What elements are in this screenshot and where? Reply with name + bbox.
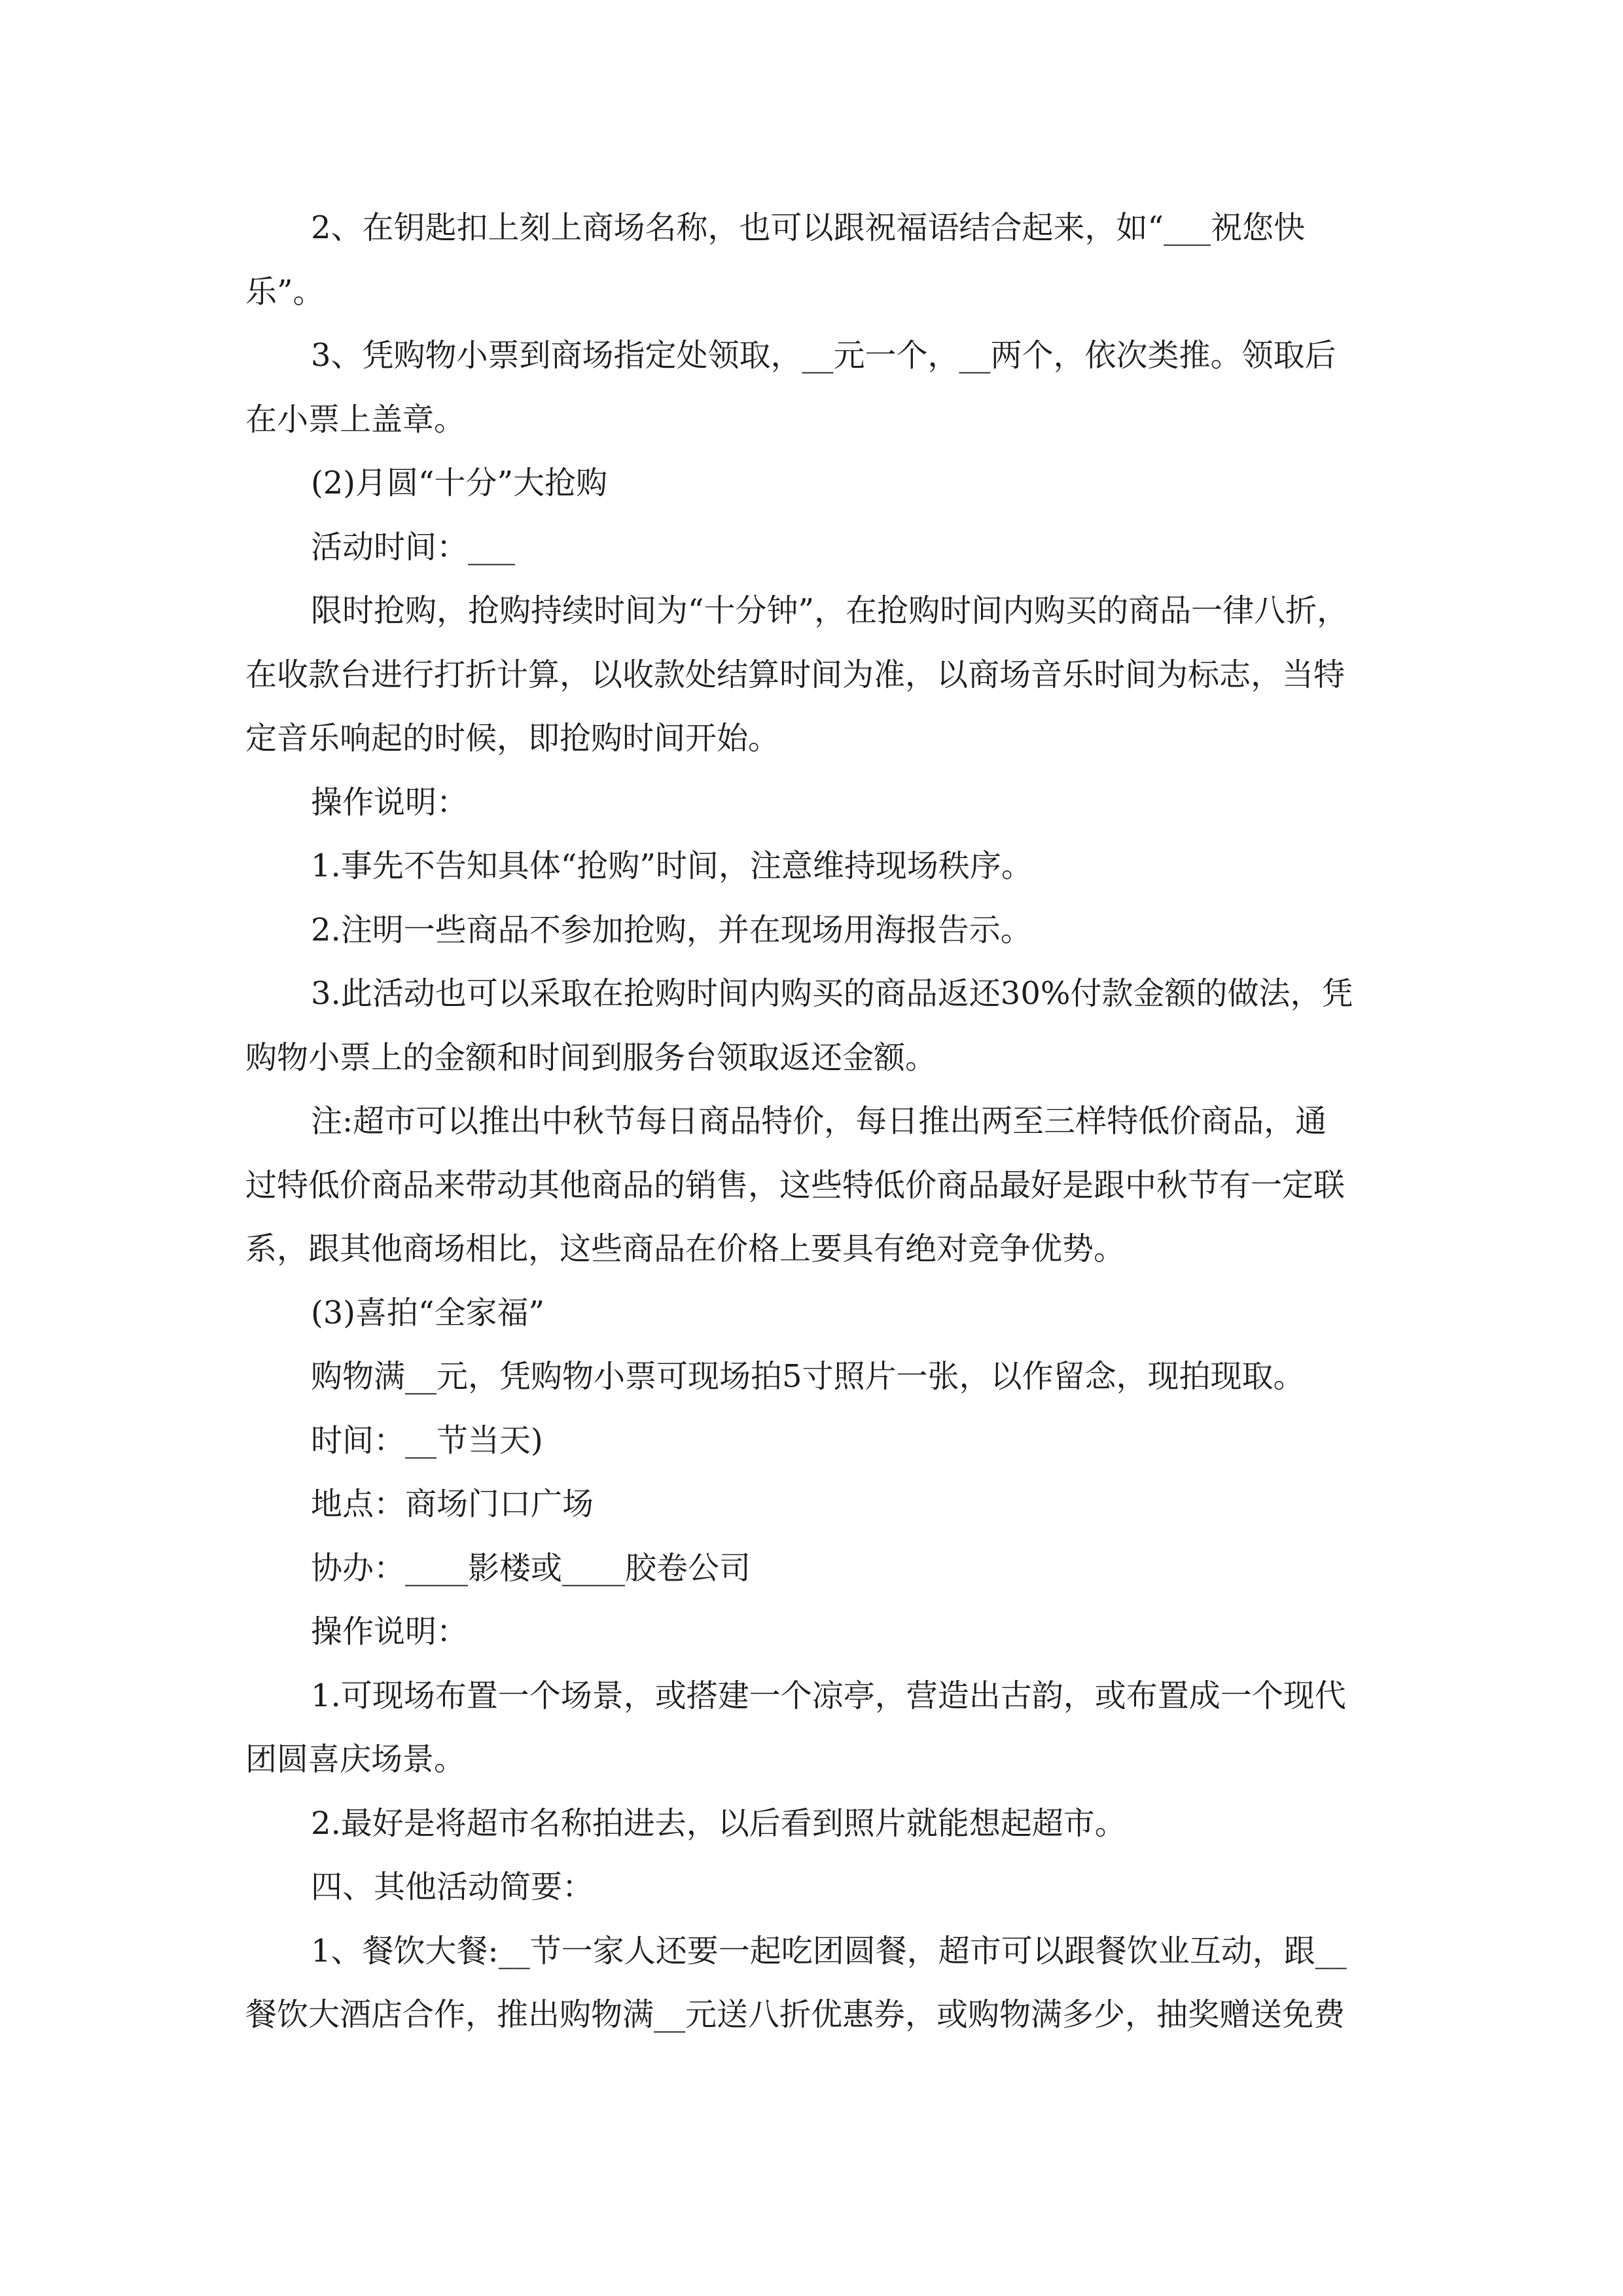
- text-line: 时间：__节当天): [311, 1422, 543, 1459]
- text-line: 定音乐响起的时候，即抢购时间开始。: [245, 720, 780, 757]
- text-line: 地点：商场门口广场: [311, 1486, 594, 1522]
- text-line: 活动时间：___: [311, 528, 516, 565]
- text-line: 操作说明：: [311, 783, 469, 821]
- list-item: 3.此活动也可以采取在抢购时间内购买的商品返还30%付款金额的做法，凭: [311, 975, 1353, 1012]
- list-item: 1.可现场布置一个场景，或搭建一个凉亭，营造出古韵，或布置成一个现代: [311, 1677, 1346, 1714]
- list-item: 1.事先不告知具体“抢购”时间，注意维持现场秩序。: [311, 848, 1033, 884]
- section-heading: 四、其他活动简要：: [311, 1869, 594, 1905]
- text-line: 购物满__元，凭购物小票可现场拍5寸照片一张，以作留念，现拍现取。: [311, 1358, 1305, 1395]
- text-line: 餐饮大酒店合作，推出购物满__元送八折优惠券，或购物满多少，抽奖赠送免费: [245, 1996, 1346, 2033]
- text-line: 团圆喜庆场景。: [245, 1741, 466, 1778]
- note-line: 注:超市可以推出中秋节每日商品特价，每日推出两至三样特低价商品，通: [311, 1103, 1327, 1139]
- text-line: 在收款台进行打折计算，以收款处结算时间为准，以商场音乐时间为标志，当特: [245, 656, 1346, 693]
- section-heading: (3)喜拍“全家福”: [311, 1294, 545, 1331]
- text-line: 乐”。: [245, 273, 325, 310]
- text-line: 在小票上盖章。: [245, 401, 466, 438]
- text-line: 限时抢购，抢购持续时间为“十分钟”，在抢购时间内购买的商品一律八折，: [311, 592, 1349, 629]
- text-line: 购物小票上的金额和时间到服务台领取返还金额。: [245, 1039, 937, 1076]
- list-item: 2.最好是将超市名称拍进去，以后看到照片就能想起超市。: [311, 1804, 1126, 1842]
- text-line: 3、凭购物小票到商场指定处领取，__元一个，__两个，依次类推。领取后: [311, 337, 1336, 374]
- section-heading: (2)月圆“十分”大抢购: [311, 465, 608, 501]
- document-body: [245, 196, 1384, 2047]
- list-item: 2.注明一些商品不参加抢购，并在现场用海报告示。: [311, 911, 1032, 948]
- text-line: 协办：____影楼或____胶卷公司: [311, 1549, 751, 1587]
- list-item: 1、餐饮大餐:__节一家人还要一起吃团圆餐，超市可以跟餐饮业互动，跟__: [311, 1932, 1347, 1969]
- text-line: 系，跟其他商场相比，这些商品在价格上要具有绝对竞争优势。: [245, 1230, 1126, 1267]
- text-line: 2、在钥匙扣上刻上商场名称，也可以跟祝福语结合起来，如“___祝您快: [311, 209, 1306, 246]
- text-line: 过特低价商品来带动其他商品的销售，这些特低价商品最好是跟中秋节有一定联: [245, 1166, 1346, 1204]
- text-line: 操作说明：: [311, 1613, 469, 1650]
